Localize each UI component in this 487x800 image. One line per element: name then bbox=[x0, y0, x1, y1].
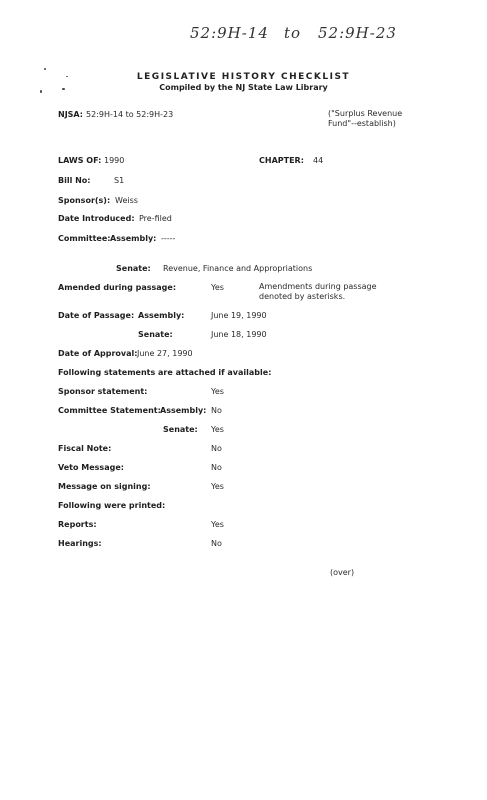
committee-senate-value: Revenue, Finance and Appropriations bbox=[163, 264, 313, 273]
handwritten-to: to bbox=[284, 24, 302, 42]
hearings-value: No bbox=[211, 539, 222, 548]
fiscal-note-label: Fiscal Note: bbox=[58, 444, 112, 453]
veto-message-label: Veto Message: bbox=[58, 463, 124, 472]
hearings-label: Hearings: bbox=[58, 539, 102, 548]
sponsor-value: Weiss bbox=[115, 196, 138, 205]
message-on-signing-label: Message on signing: bbox=[58, 482, 151, 491]
laws-of-label: LAWS OF: bbox=[58, 156, 102, 165]
date-introduced-value: Pre-filed bbox=[139, 214, 172, 223]
date-of-approval-label: Date of Approval: bbox=[58, 349, 138, 358]
date-introduced-label: Date Introduced: bbox=[58, 214, 135, 223]
passage-assembly-value: June 19, 1990 bbox=[211, 311, 267, 320]
fiscal-note-value: No bbox=[211, 444, 222, 453]
passage-senate-label: Senate: bbox=[138, 330, 173, 339]
passage-assembly-label: Assembly: bbox=[138, 311, 185, 320]
amended-label: Amended during passage: bbox=[58, 283, 177, 292]
passage-senate-value: June 18, 1990 bbox=[211, 330, 267, 339]
document-subtitle: Compiled by the NJ State Law Library bbox=[159, 83, 328, 92]
committee-statement-senate-value: Yes bbox=[211, 425, 224, 434]
njsa-value: 52:9H-14 to 52:9H-23 bbox=[86, 110, 174, 119]
handwritten-start-citation: 52:9H-14 bbox=[190, 24, 269, 42]
statements-heading: Following statements are attached if available: bbox=[58, 368, 272, 377]
handwritten-end-citation: 52:9H-23 bbox=[318, 24, 397, 42]
sponsor-statement-value: Yes bbox=[211, 387, 224, 396]
committee-label: Committee: bbox=[58, 234, 111, 243]
committee-statement-senate-label: Senate: bbox=[163, 425, 198, 434]
reports-value: Yes bbox=[211, 520, 224, 529]
veto-message-value: No bbox=[211, 463, 222, 472]
committee-statement-label: Committee Statement: bbox=[58, 406, 161, 415]
chapter-label: CHAPTER: bbox=[259, 156, 304, 165]
amended-value: Yes bbox=[211, 283, 224, 292]
chapter-value: 44 bbox=[313, 156, 324, 165]
committee-statement-assembly-label: Assembly: bbox=[160, 406, 207, 415]
laws-of-value: 1990 bbox=[104, 156, 125, 165]
amended-note-line1: Amendments during passage bbox=[259, 282, 377, 291]
bill-no-label: Bill No: bbox=[58, 176, 91, 185]
amended-note-line2: denoted by asterisks. bbox=[259, 292, 346, 301]
committee-senate-label: Senate: bbox=[116, 264, 151, 273]
njsa-note-line2: Fund"--establish) bbox=[328, 119, 396, 128]
sponsor-label: Sponsor(s): bbox=[58, 196, 111, 205]
committee-assembly-label: Assembly: bbox=[110, 234, 157, 243]
bill-no-value: S1 bbox=[114, 176, 125, 185]
scan-speck bbox=[44, 68, 46, 70]
date-of-approval-value: June 27, 1990 bbox=[137, 349, 193, 358]
date-of-passage-label: Date of Passage: bbox=[58, 311, 135, 320]
reports-label: Reports: bbox=[58, 520, 97, 529]
committee-statement-assembly-value: No bbox=[211, 406, 222, 415]
printed-heading: Following were printed: bbox=[58, 501, 166, 510]
njsa-note-line1: ("Surplus Revenue bbox=[328, 109, 403, 118]
message-on-signing-value: Yes bbox=[211, 482, 224, 491]
document-title: LEGISLATIVE HISTORY CHECKLIST bbox=[136, 72, 351, 82]
njsa-label: NJSA: bbox=[58, 110, 83, 119]
committee-assembly-value: ----- bbox=[161, 234, 176, 243]
over-note: (over) bbox=[330, 568, 355, 577]
sponsor-statement-label: Sponsor statement: bbox=[58, 387, 148, 396]
